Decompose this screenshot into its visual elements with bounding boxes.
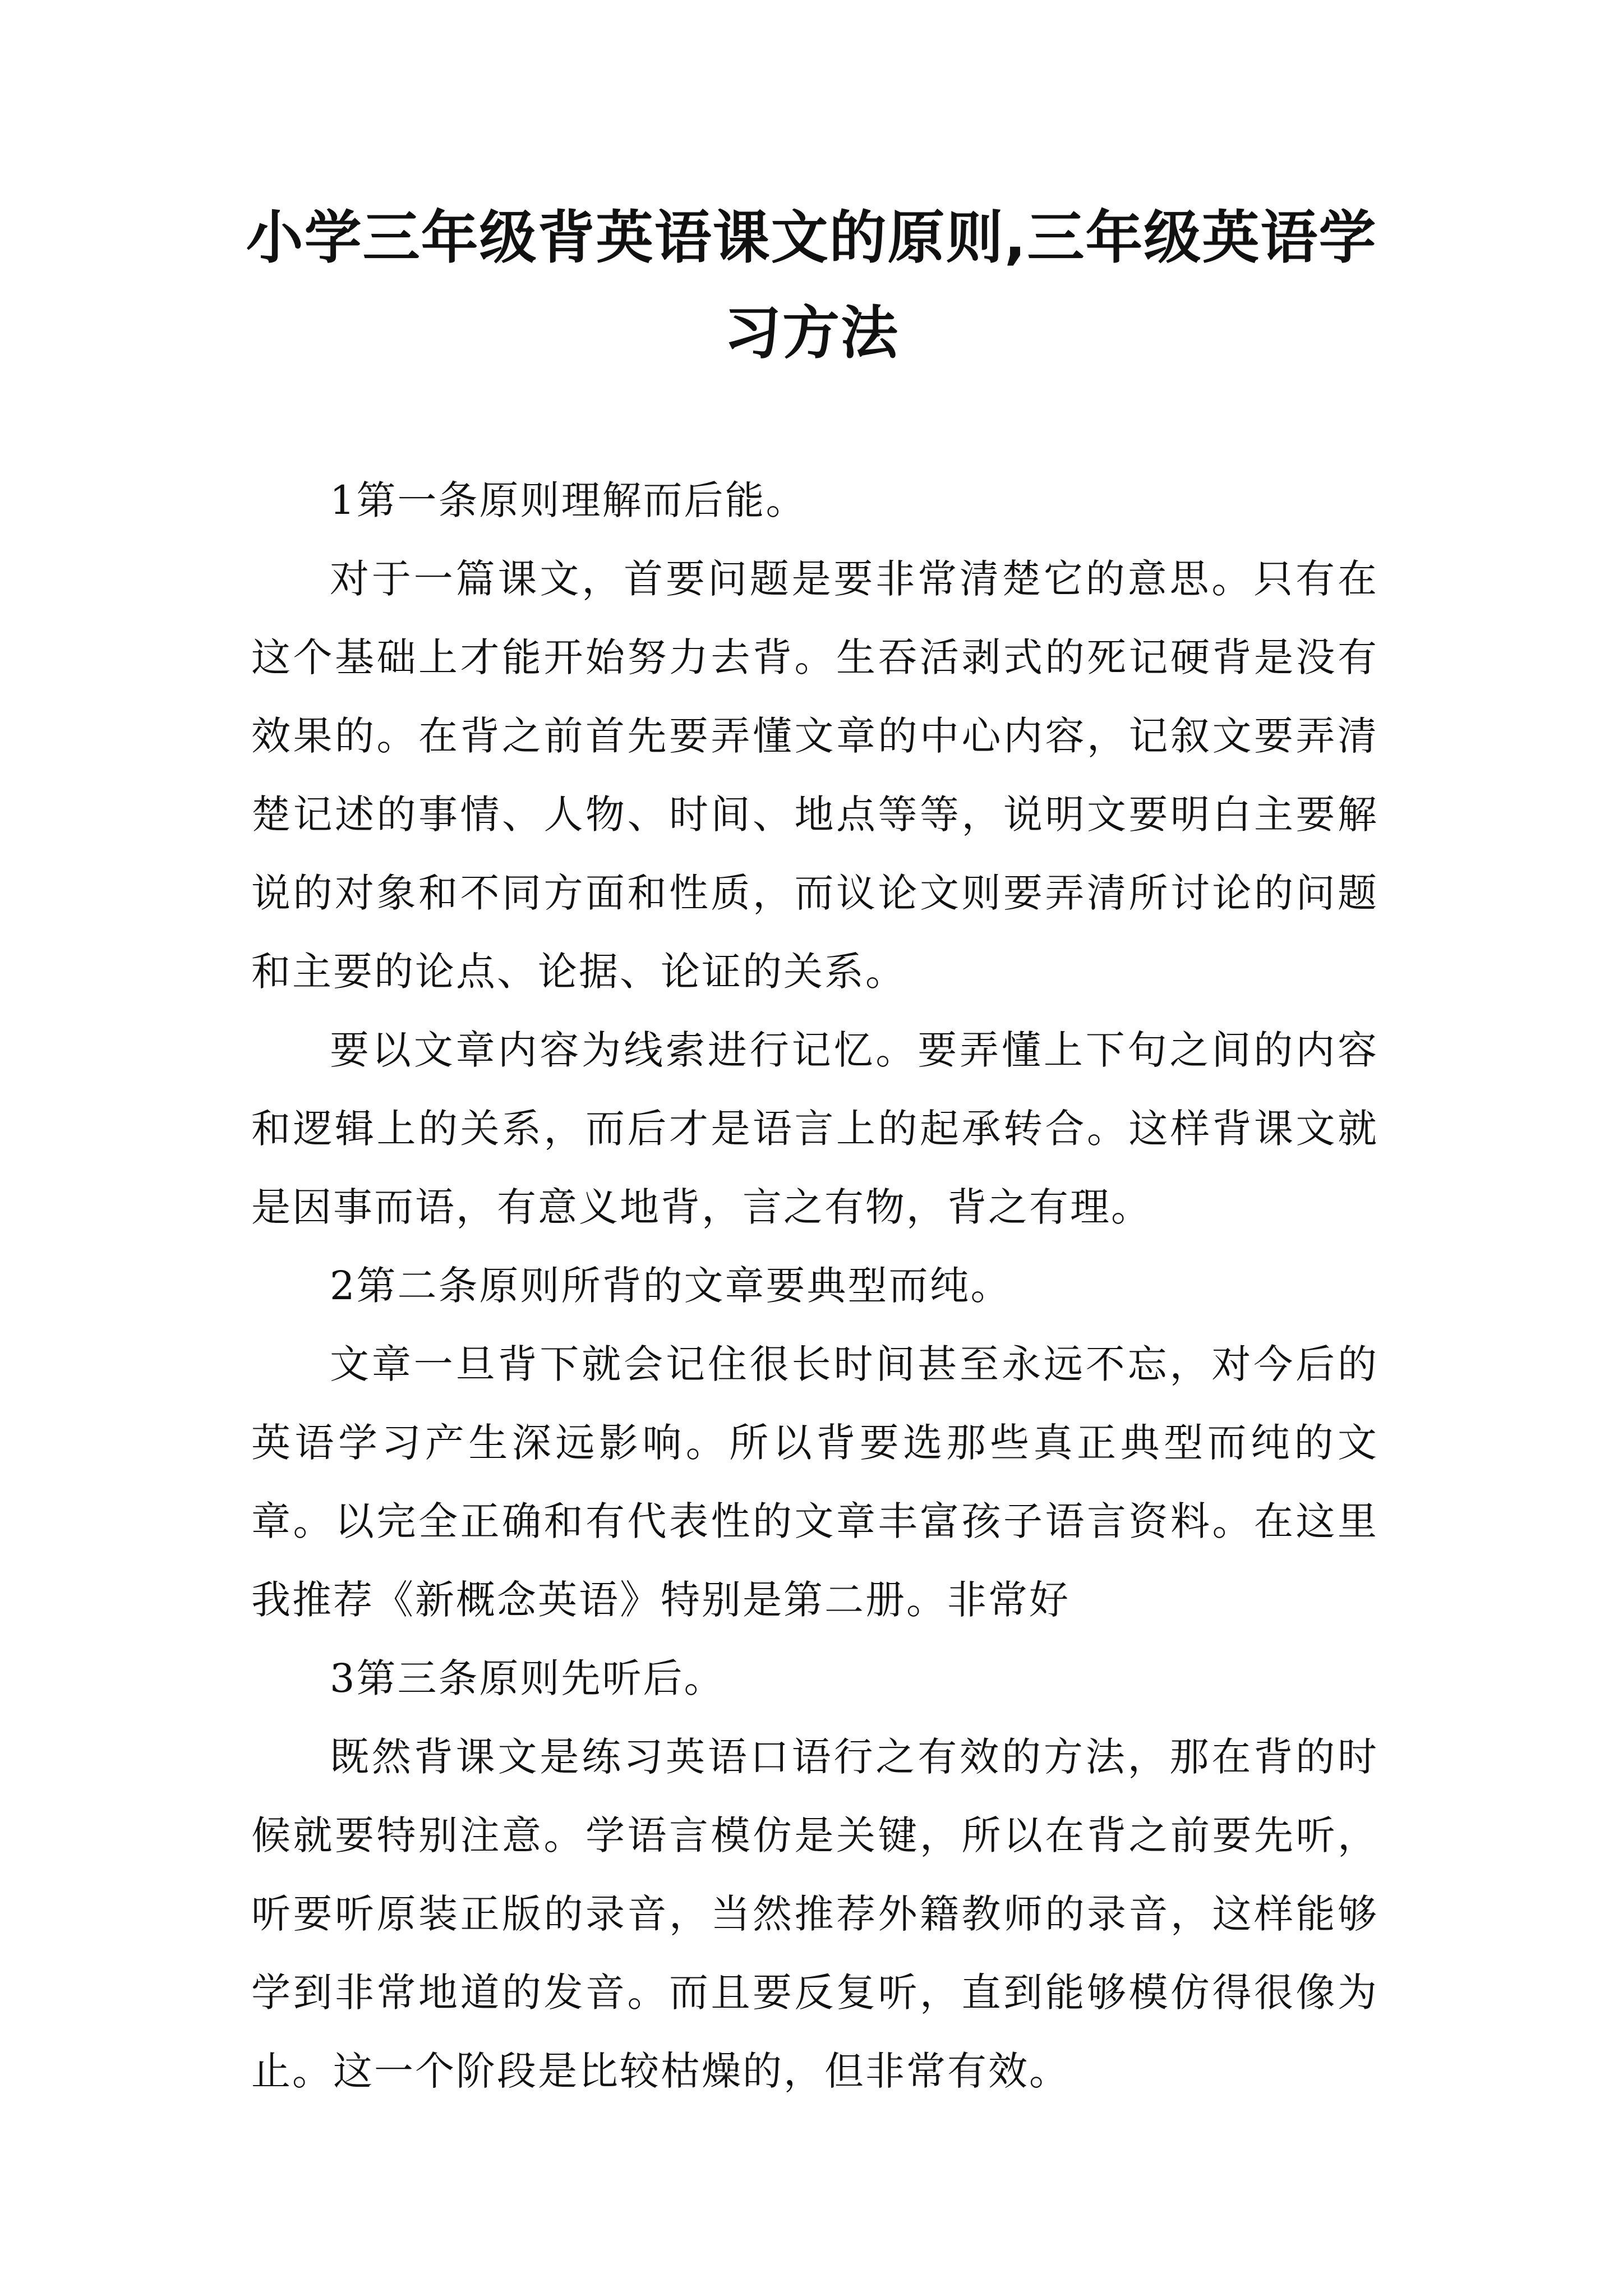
paragraph-6-heading: 3第三条原则先听后。 [330,1655,725,1701]
paragraph-1-heading: 1第一条原则理解而后能。 [330,477,807,523]
document-title: 小学三年级背英语课文的原则,三年级英语学习方法 [246,205,1377,367]
paragraph-7: 既然背课文是练习英语口语行之有效的方法，那在背的时候就要特别注意。学语言模仿是关键，所以在背之前要先听，听要听原装正版的录音，当然推荐外籍教师的录音，这样能够学到非常地道的发音。而且要反复听，直到能够模仿得很像为止。这一个阶段是比较枯燥的，但非常有效。 [251,1734,1378,2094]
paragraph-3: 要以文章内容为线索进行记忆。要弄懂上下句之间的内容和逻辑上的关系，而后才是语言上的起承转合。这样背课文就是因事而语，有意义地背，言之有物，背之有理。 [251,1027,1378,1230]
paragraph-2: 对于一篇课文，首要问题是要非常清楚它的意思。只有在这个基础上才能开始努力去背。生吞活剥式的死记硬背是没有效果的。在背之前首先要弄懂文章的中心内容，记叙文要弄清楚记述的事情、人物、时间、地点等等，说明文要明白主要解说的对象和不同方面和性质，而议论文则要弄清所讨论的问题和主要的论点、论据、论证的关系。 [251,556,1378,995]
paragraph-5: 文章一旦背下就会记住很长时间甚至永远不忘，对今后的英语学习产生深远影响。所以背要选那些真正典型而纯的文章。以完全正确和有代表性的文章丰富孩子语言资料。在这里我推荐《新概念英语》特别是第二册。非常好 [251,1341,1378,1623]
paragraph-4-heading: 2第二条原则所背的文章要典型而纯。 [330,1263,1012,1309]
document-body [251,461,1378,2110]
